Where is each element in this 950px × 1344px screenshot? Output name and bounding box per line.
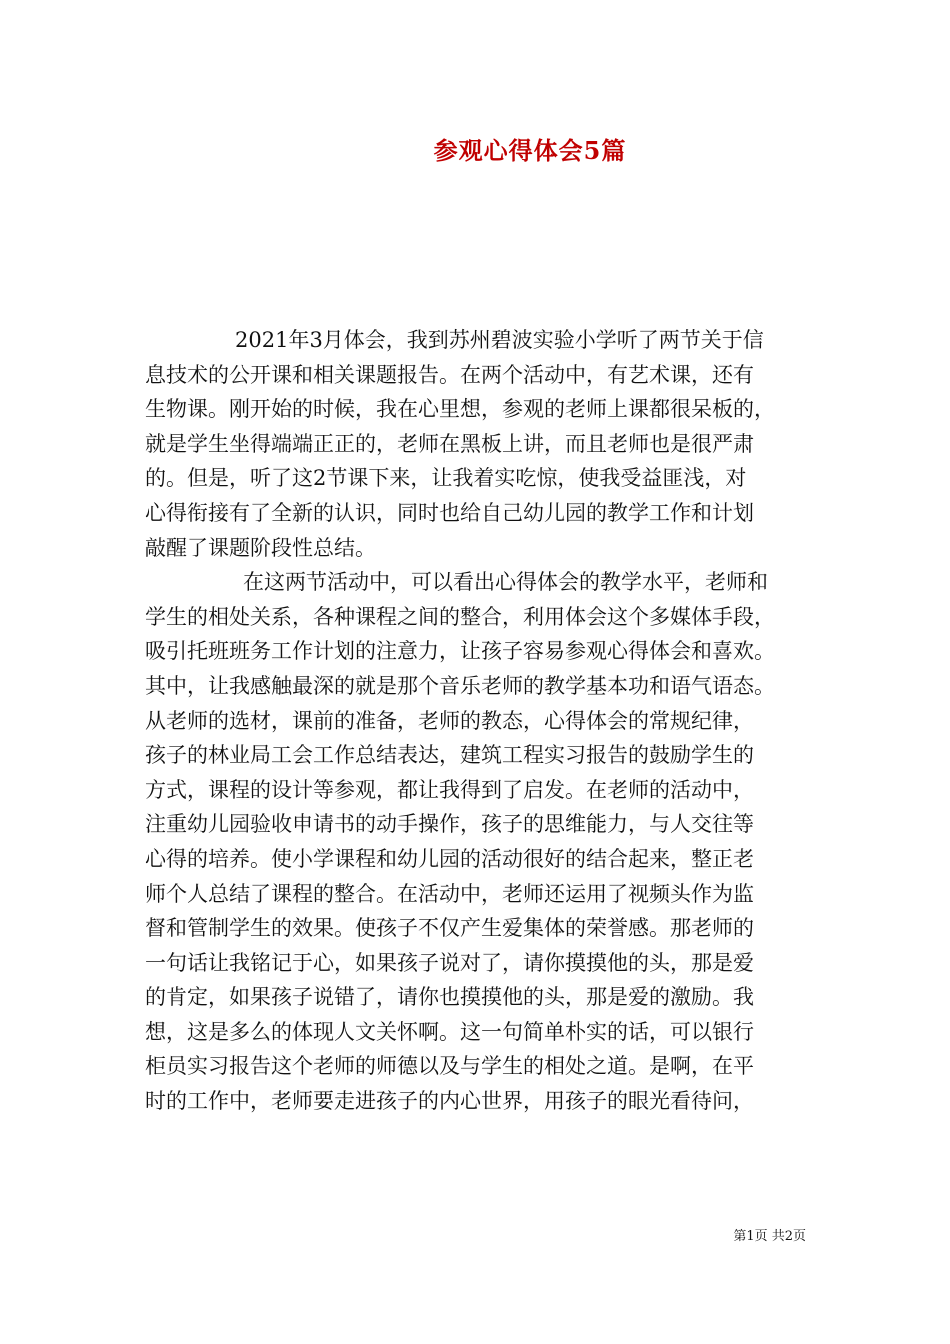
text-line: 注重幼儿园验收申请书的动手操作，孩子的思维能力，与人交往等 [145, 812, 754, 837]
text-line: 柜员实习报告这个老师的师德以及与学生的相处之道。是啊，在平 [145, 1054, 754, 1079]
text-line: 敲醒了课题阶段性总结。 [145, 535, 376, 560]
text-line: 息技术的公开课和相关课题报告。在两个活动中，有艺术课，还有 [145, 362, 754, 387]
text-line: 吸引托班班务工作计划的注意力，让孩子容易参观心得体会和喜欢。 [145, 639, 775, 664]
text-line: 生物课。刚开始的时候，我在心里想，参观的老师上课都很呆板的， [145, 397, 775, 422]
page-number-footer: 第1页 共2页 [733, 1229, 806, 1244]
text-line: 时的工作中，老师要走进孩子的内心世界，用孩子的眼光看待问， [145, 1089, 754, 1114]
text-line: 从老师的选材，课前的准备，老师的教态，心得体会的常规纪律， [145, 708, 754, 733]
text-line: 督和管制学生的效果。使孩子不仅产生爱集体的荣誉感。那老师的 [145, 916, 754, 941]
text-line: 的肯定，如果孩子说错了，请你也摸摸他的头，那是爱的激励。我 [145, 985, 754, 1010]
text-line: 师个人总结了课程的整合。在活动中，老师还运用了视频头作为监 [145, 881, 754, 906]
text-line: 学生的相处关系，各种课程之间的整合，利用体会这个多媒体手段， [145, 604, 775, 629]
text-line: 的。但是，听了这2节课下来，让我着实吃惊，使我受益匪浅，对 [145, 466, 747, 491]
text-line: 其中，让我感触最深的就是那个音乐老师的教学基本功和语气语态。 [145, 673, 775, 698]
document-body [145, 323, 807, 1119]
text-line: 在这两节活动中，可以看出心得体会的教学水平，老师和 [243, 570, 768, 595]
text-line: 孩子的林业局工会工作总结表达，建筑工程实习报告的鼓励学生的 [145, 743, 754, 768]
text-line: 想，这是多么的体现人文关怀啊。这一句简单朴实的话，可以银行 [145, 1019, 754, 1044]
text-line: 方式，课程的设计等参观，都让我得到了启发。在老师的活动中， [145, 777, 754, 802]
document-title: 参观心得体会5篇 [433, 136, 627, 165]
text-line: 一句话让我铭记于心，如果孩子说对了，请你摸摸他的头，那是爱 [145, 950, 754, 975]
text-line: 就是学生坐得端端正正的，老师在黑板上讲，而且老师也是很严肃 [145, 431, 754, 456]
text-line: 2021年3月体会，我到苏州碧波实验小学听了两节关于信 [235, 328, 764, 352]
text-line: 心得的培养。使小学课程和幼儿园的活动很好的结合起来，整正老 [145, 846, 754, 871]
text-line: 心得衔接有了全新的认识，同时也给自己幼儿园的教学工作和计划 [145, 500, 754, 525]
